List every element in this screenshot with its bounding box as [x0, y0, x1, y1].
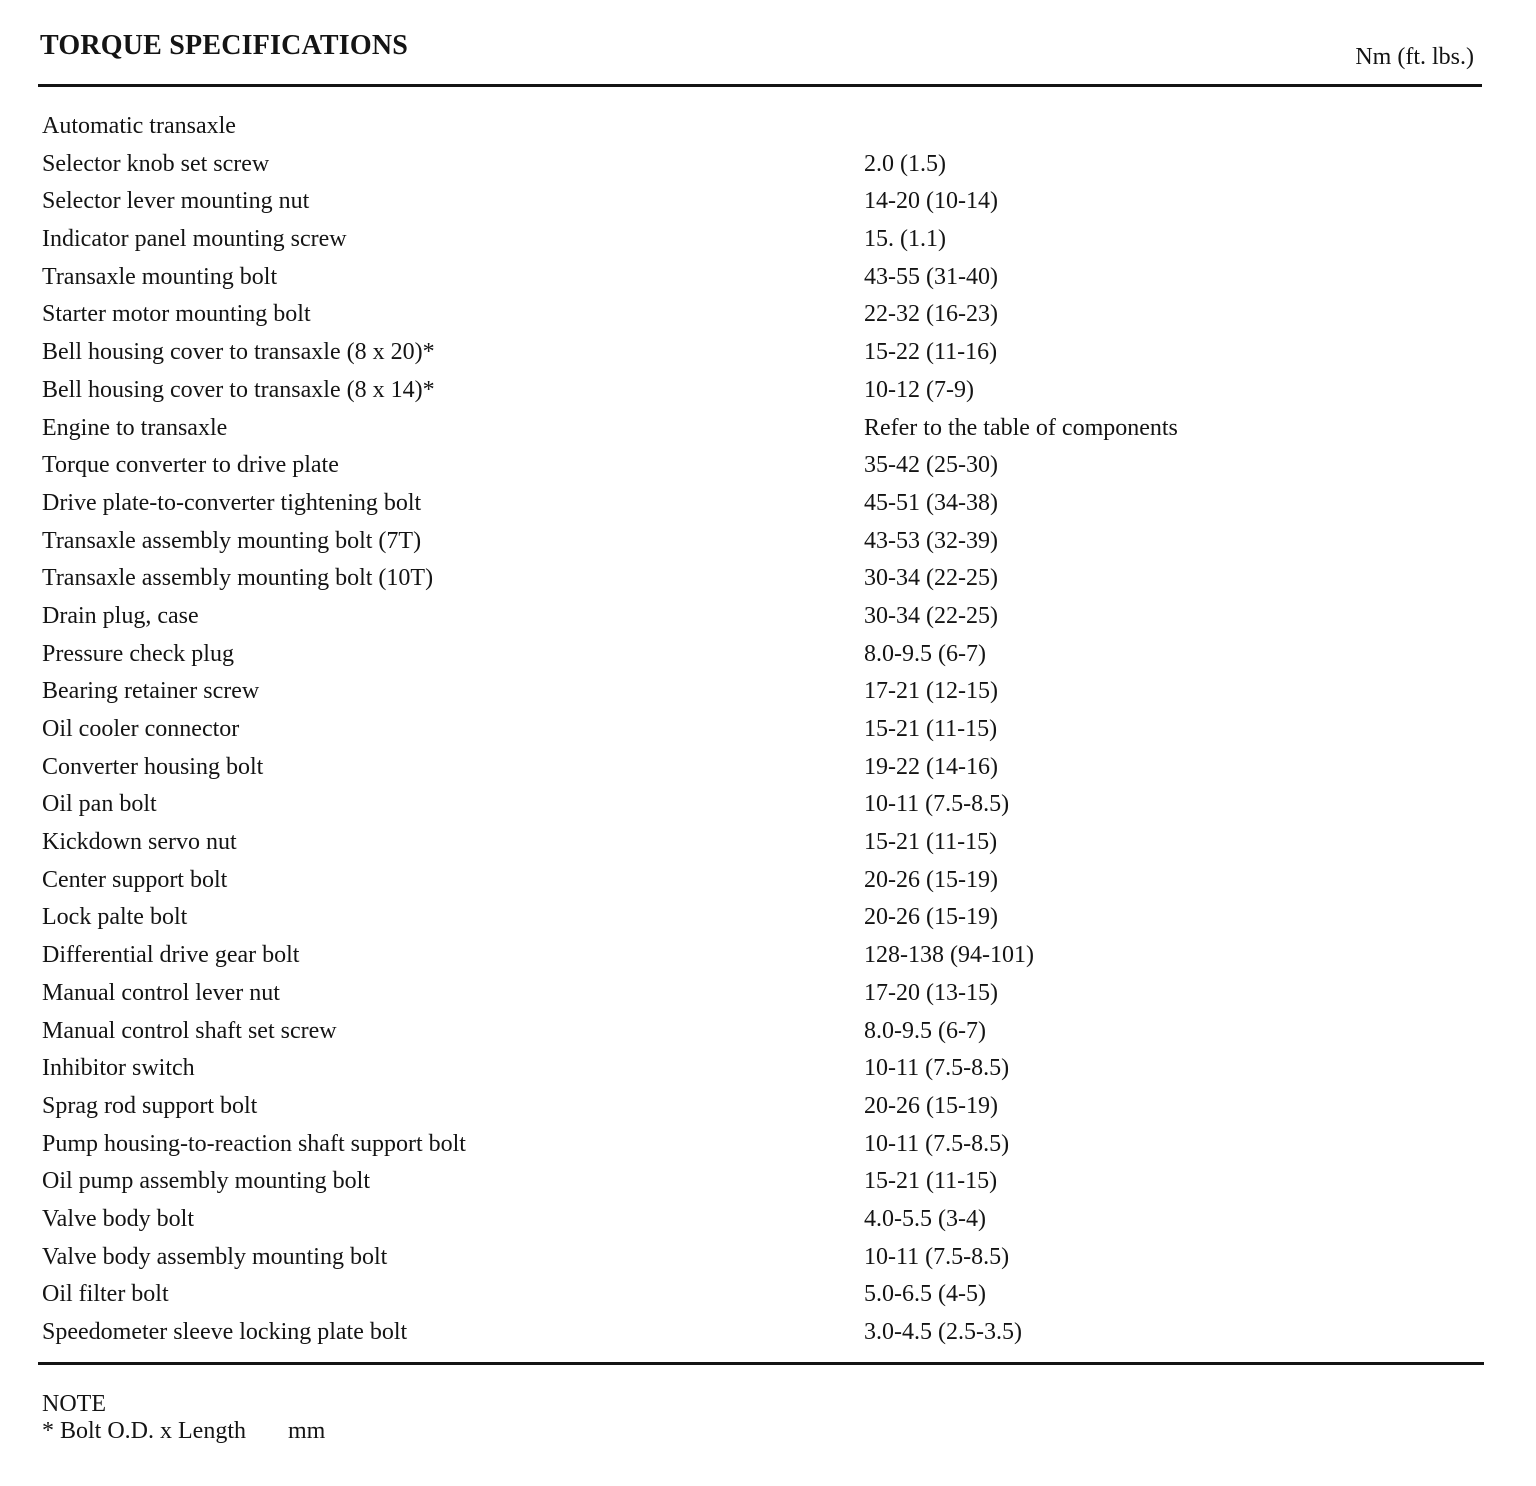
table-row: [0, 711, 1536, 749]
row-value: 8.0-9.5 (6-7): [864, 640, 986, 667]
table-row: [0, 1239, 1536, 1277]
page-title: TORQUE SPECIFICATIONS: [40, 30, 409, 61]
table-row: [0, 824, 1536, 862]
row-value: 30-34 (22-25): [864, 565, 998, 592]
row-label: Inhibitor switch: [42, 1055, 195, 1082]
row-label: Indicator panel mounting screw: [42, 226, 347, 253]
row-value: 15. (1.1): [864, 226, 946, 253]
row-value: 15-21 (11-15): [864, 1168, 998, 1195]
row-value: 15-22 (11-16): [864, 339, 998, 366]
table-row: [0, 372, 1536, 410]
spec-table: [0, 108, 1536, 1352]
table-row: [0, 1276, 1536, 1314]
row-value: 43-53 (32-39): [864, 527, 998, 554]
row-label: Center support bolt: [42, 866, 228, 893]
table-row: [0, 523, 1536, 561]
row-label: Engine to transaxle: [42, 414, 228, 441]
row-label: Valve body assembly mounting bolt: [42, 1243, 388, 1270]
table-row: [0, 673, 1536, 711]
row-value: 2.0 (1.5): [864, 150, 946, 177]
row-label: Transaxle mounting bolt: [42, 263, 278, 290]
row-value: 15-21 (11-15): [864, 829, 998, 856]
table-row: [0, 259, 1536, 297]
row-value: 20-26 (15-19): [864, 1092, 998, 1119]
row-value: 17-21 (12-15): [864, 678, 998, 705]
row-value: 10-11 (7.5-8.5): [864, 1130, 1010, 1157]
table-row: [0, 108, 1536, 146]
row-label: Pump housing-to-reaction shaft support bolt: [42, 1130, 466, 1157]
row-value: 128-138 (94-101): [864, 942, 1034, 969]
table-row: [0, 1126, 1536, 1164]
table-row: [0, 1201, 1536, 1239]
row-value: 4.0-5.5 (3-4): [864, 1205, 986, 1232]
row-label: Oil cooler connector: [42, 716, 240, 742]
row-value: 35-42 (25-30): [864, 452, 998, 479]
table-row: [0, 296, 1536, 334]
row-label: Transaxle assembly mounting bolt (7T): [42, 527, 422, 554]
row-label: Selector lever mounting nut: [42, 188, 310, 215]
table-row: [0, 410, 1536, 448]
row-label: Manual control lever nut: [42, 979, 280, 1006]
row-label: Lock palte bolt: [42, 904, 188, 931]
table-row: [0, 862, 1536, 900]
row-value: 30-34 (22-25): [864, 602, 998, 629]
row-value: 3.0-4.5 (2.5-3.5): [864, 1319, 1022, 1345]
table-row: [0, 221, 1536, 259]
row-label: Torque converter to drive plate: [42, 452, 339, 479]
row-label: Drive plate-to-converter tightening bolt: [42, 489, 422, 516]
row-value: 22-32 (16-23): [864, 301, 998, 328]
row-label: Drain plug, case: [42, 602, 199, 629]
table-row: [0, 975, 1536, 1013]
row-label: Bearing retainer screw: [42, 678, 260, 705]
row-value: 10-11 (7.5-8.5): [864, 791, 1010, 818]
table-row: [0, 598, 1536, 636]
row-value: 10-12 (7-9): [864, 376, 974, 403]
row-label: Sprag rod support bolt: [42, 1092, 258, 1119]
note-unit: mm: [288, 1418, 326, 1444]
row-value: 43-55 (31-40): [864, 263, 998, 290]
row-label: Valve body bolt: [42, 1205, 194, 1232]
note-text: [42, 1418, 325, 1445]
note-title: NOTE: [42, 1391, 106, 1417]
row-label: Oil filter bolt: [42, 1281, 169, 1308]
table-row: [0, 146, 1536, 184]
row-value: 10-11 (7.5-8.5): [864, 1243, 1010, 1270]
row-label: Speedometer sleeve locking plate bolt: [42, 1319, 408, 1345]
row-label: Differential drive gear bolt: [42, 942, 300, 969]
table-row: [0, 560, 1536, 598]
row-value: 20-26 (15-19): [864, 904, 998, 931]
row-value: 5.0-6.5 (4-5): [864, 1281, 986, 1308]
table-row: [0, 1088, 1536, 1126]
row-value: 20-26 (15-19): [864, 866, 998, 893]
row-value: 8.0-9.5 (6-7): [864, 1017, 986, 1044]
row-label: Kickdown servo nut: [42, 829, 237, 856]
table-row: [0, 447, 1536, 485]
row-label: Oil pan bolt: [42, 791, 157, 818]
row-value: Refer to the table of components: [864, 414, 1178, 441]
row-label: Oil pump assembly mounting bolt: [42, 1168, 370, 1195]
row-value: 17-20 (13-15): [864, 979, 998, 1006]
row-value: 15-21 (11-15): [864, 716, 998, 742]
row-label: Manual control shaft set screw: [42, 1017, 337, 1044]
row-label: Automatic transaxle: [42, 113, 236, 139]
row-value: 19-22 (14-16): [864, 753, 998, 780]
row-label: Pressure check plug: [42, 640, 234, 667]
table-row: [0, 899, 1536, 937]
row-label: Selector knob set screw: [42, 150, 270, 177]
table-row: [0, 1050, 1536, 1088]
bottom-divider: [38, 1362, 1484, 1365]
table-row: [0, 937, 1536, 975]
table-row: [0, 636, 1536, 674]
row-value: 14-20 (10-14): [864, 188, 998, 215]
row-label: Bell housing cover to transaxle (8 x 20)*: [42, 339, 435, 366]
table-row: [0, 1013, 1536, 1051]
table-row: [0, 1314, 1536, 1352]
top-divider: [38, 84, 1482, 87]
row-value: 10-11 (7.5-8.5): [864, 1055, 1010, 1082]
row-value: 45-51 (34-38): [864, 489, 998, 516]
table-row: [0, 749, 1536, 787]
table-row: [0, 786, 1536, 824]
row-label: Converter housing bolt: [42, 753, 264, 780]
row-label: Transaxle assembly mounting bolt (10T): [42, 565, 434, 592]
table-row: [0, 334, 1536, 372]
row-label: Bell housing cover to transaxle (8 x 14)*: [42, 376, 435, 403]
table-row: [0, 183, 1536, 221]
note-body: * Bolt O.D. x Length: [42, 1418, 246, 1444]
row-label: Starter motor mounting bolt: [42, 301, 311, 328]
table-row: [0, 485, 1536, 523]
table-row: [0, 1163, 1536, 1201]
units-label: Nm (ft. lbs.): [1355, 44, 1474, 70]
